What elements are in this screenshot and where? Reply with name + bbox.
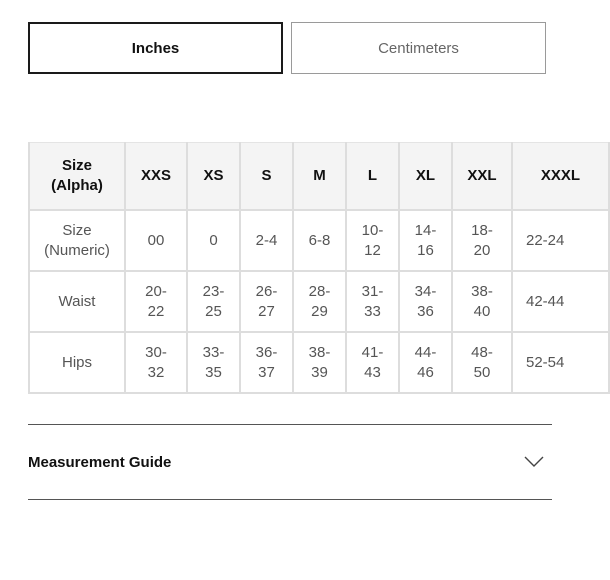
table-cell: 28- 29 — [293, 271, 346, 332]
table-cell: 10- 12 — [346, 210, 399, 271]
table-cell: 30- 32 — [125, 332, 187, 393]
table-row — [29, 332, 609, 393]
table-cell: 31- 33 — [346, 271, 399, 332]
header-s: S — [240, 143, 293, 211]
table-cell: 22-24 — [512, 210, 609, 271]
table-cell: 41- 43 — [346, 332, 399, 393]
table-cell: 23- 25 — [187, 271, 240, 332]
inches-button[interactable]: Inches — [28, 22, 283, 74]
chevron-down-icon[interactable] — [524, 456, 544, 468]
table-cell: 20- 22 — [125, 271, 187, 332]
table-cell: 14- 16 — [399, 210, 452, 271]
header-xs: XS — [187, 143, 240, 211]
table-cell: 36- 37 — [240, 332, 293, 393]
table-cell: 44- 46 — [399, 332, 452, 393]
table-row — [29, 210, 609, 271]
table-cell: 38- 39 — [293, 332, 346, 393]
table-cell: 18- 20 — [452, 210, 512, 271]
unit-toggle — [28, 22, 546, 74]
table-cell: 0 — [187, 210, 240, 271]
header-xl: XL — [399, 143, 452, 211]
table-cell: 48- 50 — [452, 332, 512, 393]
header-m: M — [293, 143, 346, 211]
header-size-alpha: Size (Alpha) — [29, 143, 125, 211]
table-row — [29, 271, 609, 332]
table-cell: 33- 35 — [187, 332, 240, 393]
header-xxxl: XXXL — [512, 143, 609, 211]
table-cell: 26- 27 — [240, 271, 293, 332]
table-cell: 6-8 — [293, 210, 346, 271]
header-l: L — [346, 143, 399, 211]
header-xxl: XXL — [452, 143, 512, 211]
centimeters-button[interactable]: Centimeters — [291, 22, 546, 74]
table-cell: 00 — [125, 210, 187, 271]
row-label-waist: Waist — [29, 271, 125, 332]
row-label-hips: Hips — [29, 332, 125, 393]
size-chart-table — [28, 142, 610, 394]
table-cell: 38- 40 — [452, 271, 512, 332]
size-alpha-header-row — [29, 143, 609, 211]
row-label-size-numeric: Size (Numeric) — [29, 210, 125, 271]
measurement-guide-accordion[interactable] — [28, 424, 552, 500]
table-cell: 2-4 — [240, 210, 293, 271]
table-cell: 52-54 — [512, 332, 609, 393]
size-chart-scroll-area[interactable] — [28, 142, 581, 394]
table-cell: 34- 36 — [399, 271, 452, 332]
table-cell: 42-44 — [512, 271, 609, 332]
header-xxs: XXS — [125, 143, 187, 211]
measurement-guide-label: Measurement Guide — [28, 453, 172, 471]
